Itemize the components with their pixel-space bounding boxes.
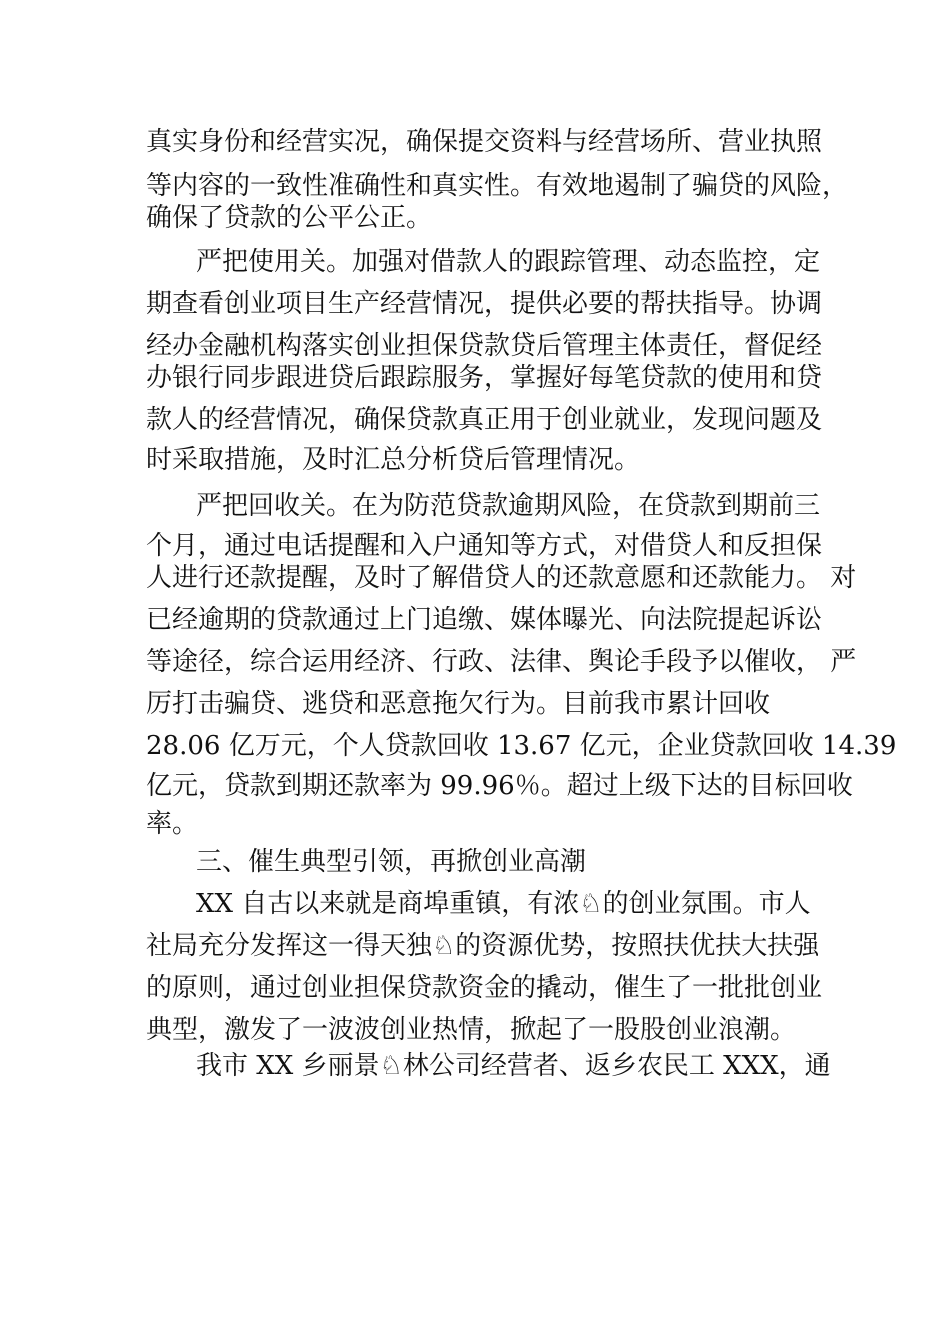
text-line: 28.06 亿万元，个人贷款回收 13.67 亿元，企业贷款回收 14.39 bbox=[146, 731, 897, 761]
text-line: 经办金融机构落实创业担保贷款贷后管理主体责任，督促经 bbox=[146, 331, 823, 361]
text-line: 厉打击骗贷、逃贷和恶意拖欠行为。目前我市累计回收 bbox=[146, 689, 771, 719]
text-line: 款人的经营情况，确保贷款真正用于创业就业，发现问题及 bbox=[146, 405, 823, 435]
paragraph-first-line: 严把使用关。加强对借款人的跟踪管理、动态监控，定 bbox=[196, 247, 821, 277]
text-line: 亿元，贷款到期还款率为 99.96％。超过上级下达的目标回收 bbox=[146, 771, 853, 801]
text-line: 真实身份和经营实况，确保提交资料与经营场所、营业执照 bbox=[146, 127, 823, 157]
text-line: 的原则，通过创业担保贷款资金的撬动，催生了一批批创业 bbox=[146, 973, 823, 1003]
paragraph-first-line: 严把回收关。在为防范贷款逾期风险，在贷款到期前三 bbox=[196, 491, 821, 521]
text-line: 时采取措施，及时汇总分析贷后管理情况。 bbox=[146, 445, 641, 475]
text-line: 等途径，综合运用经济、行政、法律、舆论手段予以催收， 严 bbox=[146, 647, 857, 677]
paragraph-first-line: XX 自古以来就是商埠重镇，有浓♘的创业氛围。市人 bbox=[196, 889, 811, 919]
section-heading: 三、催生典型引领，再掀创业高潮 bbox=[196, 847, 587, 877]
text-line: 社局充分发挥这一得天独♘的资源优势，按照扶优扶大扶强 bbox=[146, 931, 820, 961]
text-line: 期查看创业项目生产经营情况，提供必要的帮扶指导。协调 bbox=[146, 289, 823, 319]
paragraph-first-line: 我市 XX 乡丽景♘林公司经营者、返乡农民工 XXX，通 bbox=[196, 1051, 831, 1081]
text-line: 已经逾期的贷款通过上门追缴、媒体曝光、向法院提起诉讼 bbox=[146, 605, 823, 635]
text-line: 率。 bbox=[146, 809, 199, 839]
text-line: 个月，通过电话提醒和入户通知等方式，对借贷人和反担保 bbox=[146, 531, 823, 561]
text-line: 办银行同步跟进贷后跟踪服务，掌握好每笔贷款的使用和贷 bbox=[146, 363, 823, 393]
text-line: 典型，激发了一波波创业热情，掀起了一股股创业浪潮。 bbox=[146, 1015, 797, 1045]
text-line: 人进行还款提醒，及时了解借贷人的还款意愿和还款能力。 对 bbox=[146, 563, 857, 593]
text-line: 等内容的一致性准确性和真实性。有效地遏制了骗贷的风险， bbox=[146, 171, 849, 201]
text-line: 确保了贷款的公平公正。 bbox=[146, 203, 433, 233]
